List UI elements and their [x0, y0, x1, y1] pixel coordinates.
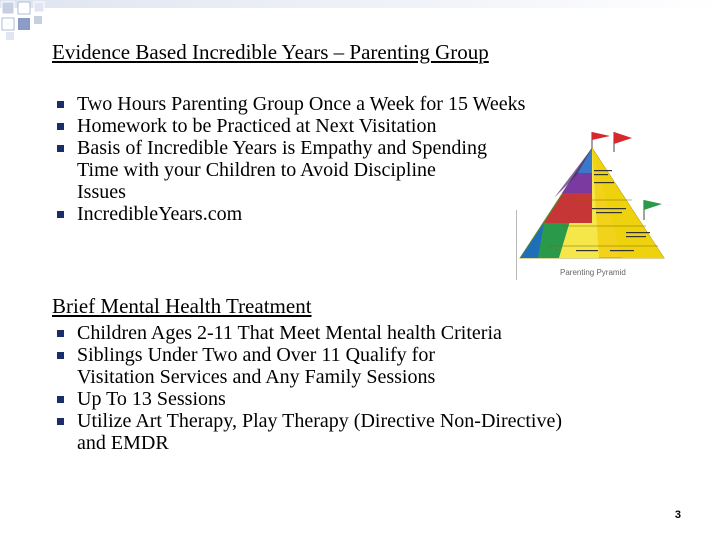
list-item: Basis of Incredible Years is Empathy and Spending Time with your Children to Avoid Discipline Issues [52, 137, 487, 203]
list-item: IncredibleYears.com [52, 203, 487, 225]
bullet-square-icon [57, 211, 64, 218]
bullet-square-icon [57, 101, 64, 108]
section2-bullets [52, 322, 572, 454]
list-item: Two Hours Parenting Group Once a Week for 15 Weeks [52, 93, 532, 115]
list-item: Utilize Art Therapy, Play Therapy (Directive Non-Directive) and EMDR [52, 410, 577, 454]
section1-heading: Evidence Based Incredible Years – Parenting Group [52, 40, 489, 64]
section2-heading: Brief Mental Health Treatment [52, 294, 312, 318]
list-item: Siblings Under Two and Over 11 Qualify for Visitation Services and Any Family Sessions [52, 344, 517, 388]
bullet-square-icon [57, 123, 64, 130]
page-number: 3 [674, 509, 681, 521]
parenting-pyramid-image [514, 128, 674, 280]
list-item: Children Ages 2-11 That Meet Mental health Criteria [52, 322, 517, 344]
bullet-square-icon [57, 330, 64, 337]
list-item: Homework to be Practiced at Next Visitation [52, 115, 532, 137]
bullet-square-icon [57, 352, 64, 359]
bullet-square-icon [57, 145, 64, 152]
section1-bullets [52, 93, 532, 225]
bullet-square-icon [57, 418, 64, 425]
list-item: Up To 13 Sessions [52, 388, 557, 410]
header-decoration [0, 0, 720, 44]
bullet-square-icon [57, 396, 64, 403]
image-caption: Parenting Pyramid [560, 268, 626, 277]
